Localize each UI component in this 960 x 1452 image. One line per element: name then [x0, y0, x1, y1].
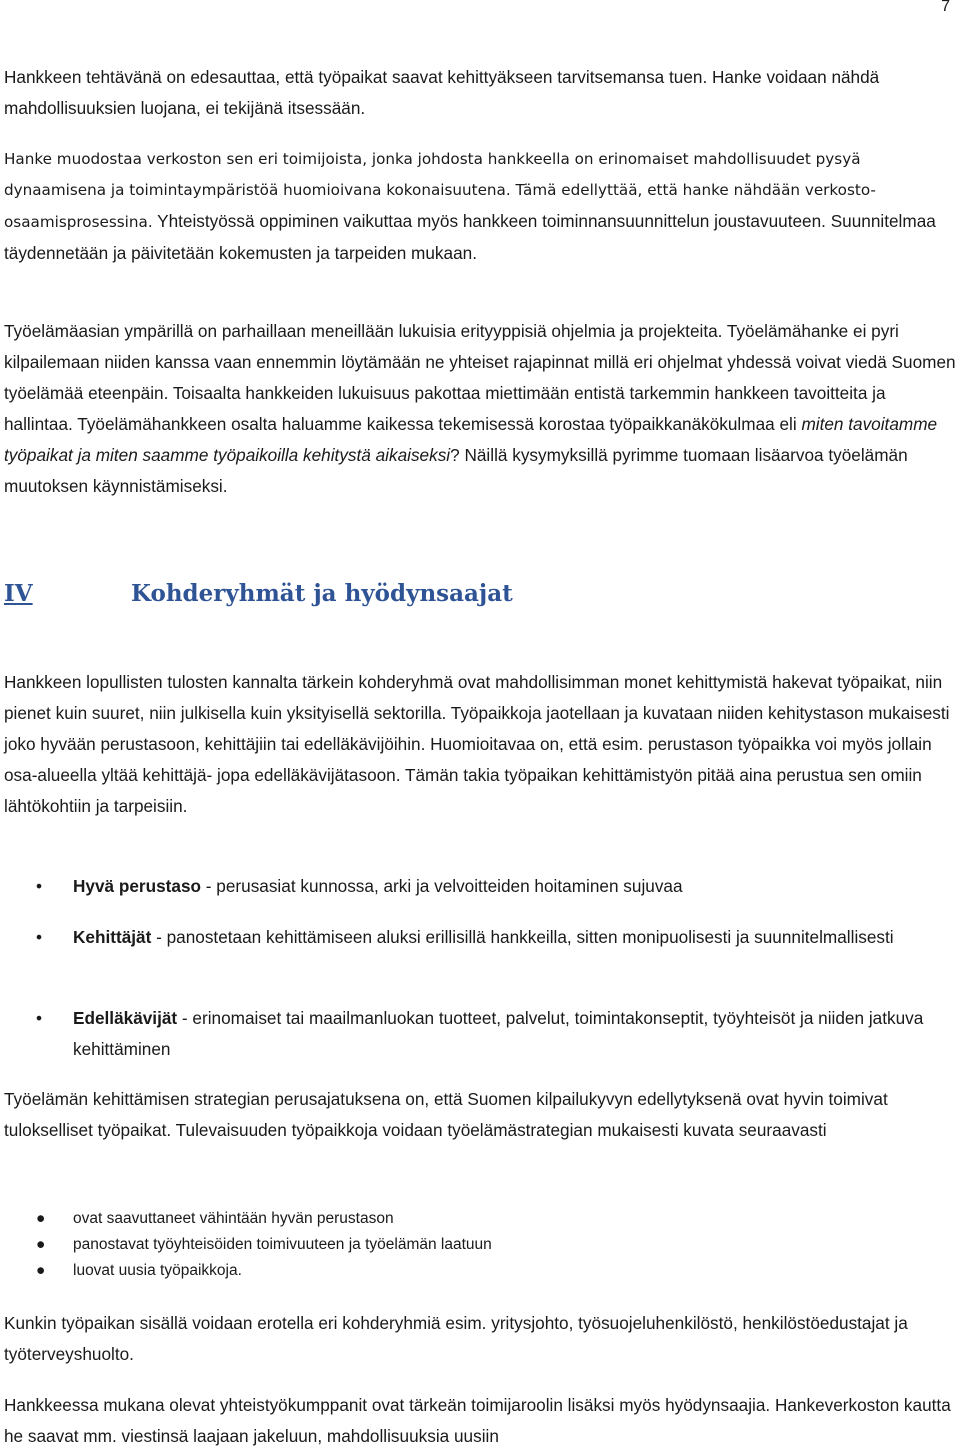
list-item-text — [73, 1003, 956, 1065]
section-title: Kohderyhmät ja hyödynsaajat — [131, 580, 513, 607]
list-item-text: panostavat työyhteisöiden toimivuuteen ja työelämän laatuun — [73, 1236, 492, 1253]
partners-paragraph: Hankkeessa mukana olevat yhteistyökumppanit ovat tärkeän toimijaroolin lisäksi myös hyödynsaajia. Hankeverkoston kautta he saavat mm. viestinsä laajaan jakeluun, mahdollisuuksia uusiin — [4, 1395, 951, 1446]
list-item-text — [73, 871, 956, 902]
target-groups-within-paragraph: Kunkin työpaikan sisällä voidaan erotella eri kohderyhmiä esim. yritysjohto, työsuojeluhenkilöstö, henkilöstöedustajat ja työterveyshuolto. — [4, 1313, 908, 1364]
bullet-icon: ● — [36, 1210, 46, 1227]
strategy-paragraph: Työelämän kehittämisen strategian perusajatuksena on, että Suomen kilpailukyvyn edellytyksenä ovat hyvin toimivat tulokselliset työpaikat. Tulevaisuuden työpaikkoja voidaan työelämästrategian mukaisesti kuvata seuraavasti — [4, 1089, 888, 1140]
level-term: Hyvä perustaso — [73, 876, 202, 896]
level-description: - perusasiat kunnossa, arki ja velvoitteiden hoitaminen sujuvaa — [201, 876, 683, 896]
programs-text-1: Työelämäasian ympärillä on parhaillaan meneillään lukuisia erityyppisiä ohjelmia ja projekteita. Työelämähanke ei pyri kilpailemaan niiden kanssa vaan ennemmin löytämään ne yhteiset rajapinnat millä eri ohjelmat yhdessä voivat viedä Suomen työelämää eteenpäin. Toisaalta hankkeiden lukuisuus pakottaa miettimään entistä tarkemmin hankkeen tavoitteita ja hallintaa. Työelämähankkeen osalta haluamme kaikessa tekemisessä korostaa työpaikkanäkökulmaa eli — [4, 321, 956, 434]
level-description: - panostetaan kehittämiseen aluksi erillisillä hankkeilla, sitten monipuolisesti ja suunnitelmallisesti — [151, 927, 894, 947]
programs-italic-question: miten tavoitamme työpaikat ja miten saamme työpaikoilla kehitystä aikaiseksi — [4, 414, 938, 465]
programs-text-2: ? Näillä kysymyksillä pyrimme tuomaan lisäarvoa työelämän muutoksen käynnistämiseksi. — [4, 445, 908, 496]
bullet-icon: • — [36, 876, 43, 896]
list-item-text — [73, 922, 956, 953]
level-term: Edelläkävijät — [73, 1008, 178, 1028]
level-description: - erinomaiset tai maailmanluokan tuotteet, palvelut, toimintakonseptit, työyhteisöt ja niiden jatkuva kehittäminen — [73, 1008, 924, 1059]
target-group-paragraph: Hankkeen lopullisten tulosten kannalta tärkein kohderyhmä ovat mahdollisimman monet kehittymistä hakevat työpaikat, niin pienet kuin suuret, niin julkisella kuin yksityisellä sektorilla. Työpaikkoja jaotellaan ja kuvataan niiden kehitystason mukaisesti joko hyvään perustasoon, kehittäjiin tai edelläkävijöihin. Huomioitavaa on, että esim. perustason työpaikka voi myös jollain osa-alueella yltää kehittäjä- jopa edelläkävijätasoon. Tämän takia työpaikan kehittämistyön pitää aina perustua sen omiin lähtökohtiin ja tarpeisiin. — [4, 672, 950, 816]
list-item-text: luovat uusia työpaikkoja. — [73, 1262, 242, 1279]
programs-paragraph — [4, 316, 956, 502]
section-number: IV — [4, 580, 33, 607]
bullet-icon: • — [36, 927, 43, 947]
network-paragraph-part-1: Hanke muodostaa verkoston sen eri toimijoista, jonka johdosta hankkeella on erinomaiset mahdollisuudet pysyä dynaamisena ja toimintaympäristöä huomioivana kokonaisuutena. Tämä edellyttää, että hanke nähdään verkosto-osaamisprosessina. — [4, 150, 876, 231]
network-paragraph-part-2: Yhteistyössä oppiminen vaikuttaa myös hankkeen toiminnansuunnittelun joustavuuteen. Suunnitelmaa täydennetään ja päivitetään kokemusten ja tarpeiden mukaan. — [4, 211, 936, 263]
intro-paragraph: Hankkeen tehtävänä on edesauttaa, että työpaikat saavat kehittyäkseen tarvitsemansa tuen. Hanke voidaan nähdä mahdollisuuksien luojana, ei tekijänä itsessään. — [4, 67, 880, 118]
bullet-icon: ● — [36, 1262, 46, 1279]
page-number: 7 — [941, 0, 950, 15]
level-term: Kehittäjät — [73, 927, 152, 947]
section-heading — [4, 580, 956, 620]
network-paragraph — [4, 144, 956, 269]
list-item-text: ovat saavuttaneet vähintään hyvän perustason — [73, 1210, 394, 1227]
bullet-icon: ● — [36, 1236, 46, 1253]
bullet-icon: • — [36, 1008, 43, 1028]
